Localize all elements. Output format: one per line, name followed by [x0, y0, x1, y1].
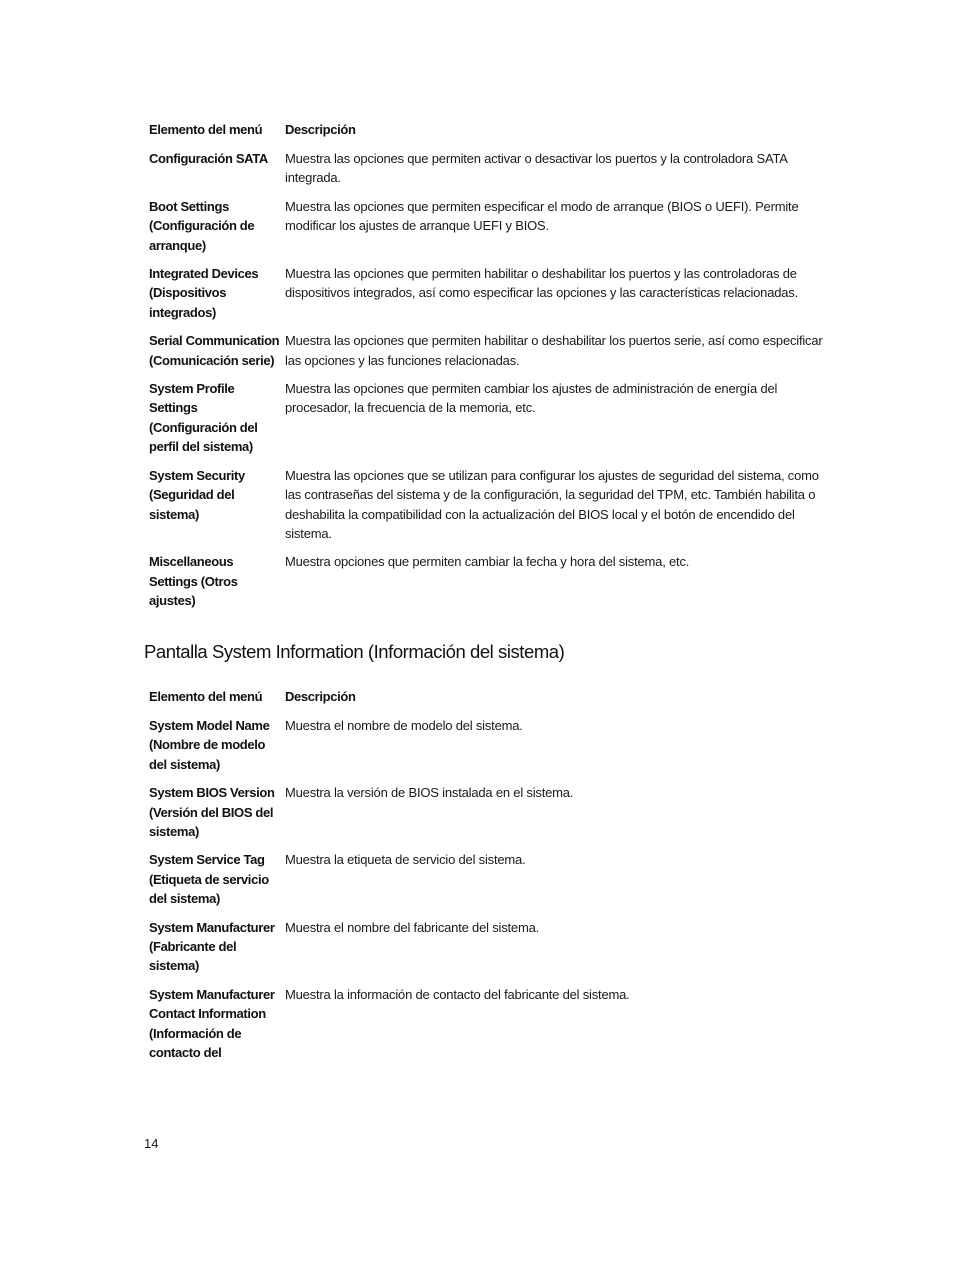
menu-item-name: Miscellaneous Settings (Otros ajustes) — [149, 554, 238, 609]
menu-item-description: Muestra el nombre del fabricante del sistema. — [285, 919, 540, 935]
menu-item-description: Muestra las opciones que permiten cambiar los ajustes de administración de energía del procesador, la frecuencia de la memoria, etc. — [285, 381, 778, 416]
menu-item-name: Boot Settings (Configuración de arranque) — [149, 198, 255, 253]
menu-item-description: Muestra las opciones que permiten habilitar o deshabilitar los puertos serie, así como especificar las opciones y las funciones relacionadas. — [285, 333, 823, 368]
column-header-item: Elemento del menú — [149, 689, 263, 704]
menu-item-name: System Profile Settings (Configuración del perfil del sistema) — [149, 381, 258, 455]
menu-item-description: Muestra las opciones que permiten activar o desactivar los puertos y la controladora SATA integrada. — [285, 151, 787, 186]
menu-item-name: System Model Name (Nombre de modelo del sistema) — [149, 718, 270, 772]
column-header-item: Elemento del menú — [149, 122, 263, 137]
menu-item-name: System Manufacturer Contact Information (Información de contacto del — [149, 986, 275, 1061]
menu-item-name: Serial Communication (Comunicación serie) — [149, 333, 280, 368]
table-row — [149, 149, 829, 197]
table-row — [149, 264, 829, 331]
menu-item-name: System Manufacturer (Fabricante del sistema) — [149, 919, 275, 974]
table-header-row — [149, 120, 829, 149]
menu-item-description: Muestra la información de contacto del fabricante del sistema. — [285, 986, 630, 1002]
table-row — [149, 985, 829, 1072]
column-header-description: Descripción — [285, 689, 356, 704]
table-row — [149, 716, 829, 783]
table-row — [149, 331, 829, 379]
table-header-row — [149, 687, 829, 716]
table-row — [149, 379, 829, 466]
menu-item-name: System Service Tag (Etiqueta de servicio del sistema) — [149, 852, 269, 907]
menu-item-name: System BIOS Version (Versión del BIOS del sistema) — [149, 785, 275, 840]
table-row — [149, 197, 829, 264]
table-row — [149, 552, 829, 619]
menu-item-description: Muestra opciones que permiten cambiar la fecha y hora del sistema, etc. — [285, 554, 690, 570]
menu-item-description: Muestra el nombre de modelo del sistema. — [285, 718, 523, 733]
menu-item-name: Integrated Devices (Dispositivos integrados) — [149, 266, 259, 320]
menu-item-name: System Security (Seguridad del sistema) — [149, 467, 245, 522]
table-row — [149, 466, 829, 553]
section-heading: Pantalla System Information (Información del sistema) — [144, 641, 565, 662]
column-header-description: Descripción — [285, 122, 356, 137]
page-number: 14 — [144, 1136, 159, 1151]
menu-item-description: Muestra las opciones que permiten habilitar o deshabilitar los puertos y las controladoras de dispositivos integrados, así como especificar las opciones y las características relacionadas. — [285, 266, 799, 301]
menu-items-table — [149, 120, 829, 620]
menu-item-description: Muestra las opciones que se utilizan para configurar los ajustes de seguridad del sistema, como las contraseñas del sistema y de la configuración, la seguridad del TPM, etc. También habilita o deshabilita la compatibilidad con la actualización del BIOS local y el botón de encendido del sistema. — [285, 467, 819, 541]
table-row — [149, 783, 829, 850]
menu-item-description: Muestra las opciones que permiten especificar el modo de arranque (BIOS o UEFI). Permite modificar los ajustes de arranque UEFI y BIOS. — [285, 198, 799, 234]
system-information-table — [149, 687, 829, 1072]
table-row — [149, 918, 829, 985]
menu-item-description: Muestra la etiqueta de servicio del sistema. — [285, 852, 526, 868]
menu-item-name: Configuración SATA — [149, 151, 268, 166]
table-row — [149, 850, 829, 917]
menu-item-description: Muestra la versión de BIOS instalada en el sistema. — [285, 785, 574, 801]
